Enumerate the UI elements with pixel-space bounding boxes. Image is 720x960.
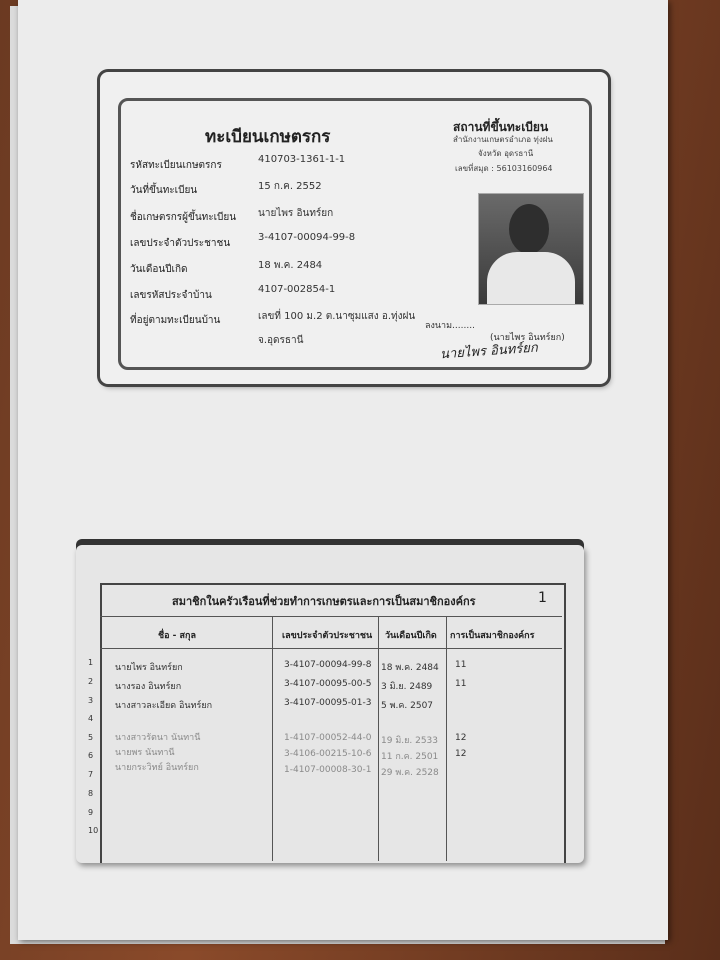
column-header: ชื่อ - สกุล <box>158 631 196 641</box>
member-name: นายพร นันทานี <box>115 748 175 758</box>
member-dob: 11 ก.ค. 2501 <box>381 752 439 762</box>
member-id: 3-4107-00095-00-5 <box>284 679 372 689</box>
member-dob: 3 มิ.ย. 2489 <box>381 682 433 692</box>
member-id: 3-4107-00094-99-8 <box>284 660 372 670</box>
row-number: 10 <box>88 826 99 835</box>
member-id: 3-4106-00215-10-6 <box>284 749 372 759</box>
photo-head <box>509 204 549 254</box>
member-name: นางรอง อินทร์ยก <box>115 682 182 692</box>
column-header: วันเดือนปีเกิด <box>385 631 437 641</box>
field-label: ชื่อเกษตรกรผู้ขึ้นทะเบียน <box>130 212 237 223</box>
member-dob: 18 พ.ค. 2484 <box>381 663 439 673</box>
row-number: 8 <box>88 789 94 798</box>
field-value: นายไพร อินทร์ยก <box>258 208 334 219</box>
row-number: 5 <box>88 733 94 742</box>
field-label: เลขรหัสประจำบ้าน <box>130 290 212 301</box>
member-org: 11 <box>455 660 467 670</box>
farmer-photo <box>478 193 584 305</box>
member-id: 1-4107-00052-44-0 <box>284 733 372 743</box>
page-number: 1 <box>538 590 547 606</box>
photo-shirt <box>487 252 575 305</box>
member-org: 12 <box>455 749 467 759</box>
address-line-2: จ.อุดรธานี <box>258 335 304 346</box>
handwritten-signature: นายไพร อินทร์ยก <box>439 340 539 363</box>
row-number: 4 <box>88 714 94 723</box>
column-divider <box>272 616 273 861</box>
row-number: 3 <box>88 696 94 705</box>
field-value: 4107-002854-1 <box>258 284 336 295</box>
member-dob: 5 พ.ค. 2507 <box>381 701 434 711</box>
table-divider <box>100 616 562 617</box>
card-title: ทะเบียนเกษตรกร <box>205 127 331 147</box>
member-org: 11 <box>455 679 467 689</box>
field-value: เลขที่ 100 ม.2 ต.นาซุมแสง อ.ทุ่งฝน <box>258 311 416 322</box>
field-value: 18 พ.ค. 2484 <box>258 260 323 271</box>
members-table-frame <box>100 583 566 863</box>
member-id: 1-4107-00008-30-1 <box>284 765 372 775</box>
table-title: สมาชิกในครัวเรือนที่ช่วยทำการเกษตรและการเป็นสมาชิกองค์กร <box>172 595 476 608</box>
field-value: 3-4107-00094-99-8 <box>258 232 356 243</box>
column-divider <box>446 616 447 861</box>
registration-number: เลขที่สมุด : 56103160964 <box>455 164 553 173</box>
member-dob: 19 มิ.ย. 2533 <box>381 736 439 746</box>
row-number: 1 <box>88 658 94 667</box>
sign-name: (นายไพร อินทร์ยก) <box>490 333 565 343</box>
row-number: 9 <box>88 808 94 817</box>
row-number: 6 <box>88 751 94 760</box>
member-org: 12 <box>455 733 467 743</box>
field-label: ที่อยู่ตามทะเบียนบ้าน <box>130 315 221 326</box>
member-id: 3-4107-00095-01-3 <box>284 698 372 708</box>
row-number: 7 <box>88 770 94 779</box>
registration-province: จังหวัด อุดรธานี <box>478 149 534 158</box>
member-dob: 29 พ.ค. 2528 <box>381 768 439 778</box>
registration-office: สำนักงานเกษตรอำเภอ ทุ่งฝน <box>453 135 553 144</box>
field-label: เลขประจำตัวประชาชน <box>130 238 231 249</box>
sign-label: ลงนาม........ <box>425 321 475 331</box>
field-value: 410703-1361-1-1 <box>258 154 346 165</box>
member-name: นางสาวละเอียด อินทร์ยก <box>115 701 213 711</box>
registration-place-title: สถานที่ขึ้นทะเบียน <box>453 120 549 134</box>
column-header: เลขประจำตัวประชาชน <box>282 631 373 641</box>
column-header: การเป็นสมาชิกองค์กร <box>450 631 535 641</box>
field-label: รหัสทะเบียนเกษตรกร <box>130 160 222 171</box>
member-name: นางสาวรัตนา นันทานี <box>115 733 201 743</box>
field-label: วันเดือนปีเกิด <box>130 264 188 275</box>
field-value: 15 ก.ค. 2552 <box>258 181 322 192</box>
column-divider <box>378 616 379 861</box>
row-number: 2 <box>88 677 94 686</box>
member-name: นายกระวิทย์ อินทร์ยก <box>115 763 199 773</box>
table-divider <box>100 648 562 649</box>
member-name: นายไพร อินทร์ยก <box>115 663 183 673</box>
field-label: วันที่ขึ้นทะเบียน <box>130 185 198 196</box>
